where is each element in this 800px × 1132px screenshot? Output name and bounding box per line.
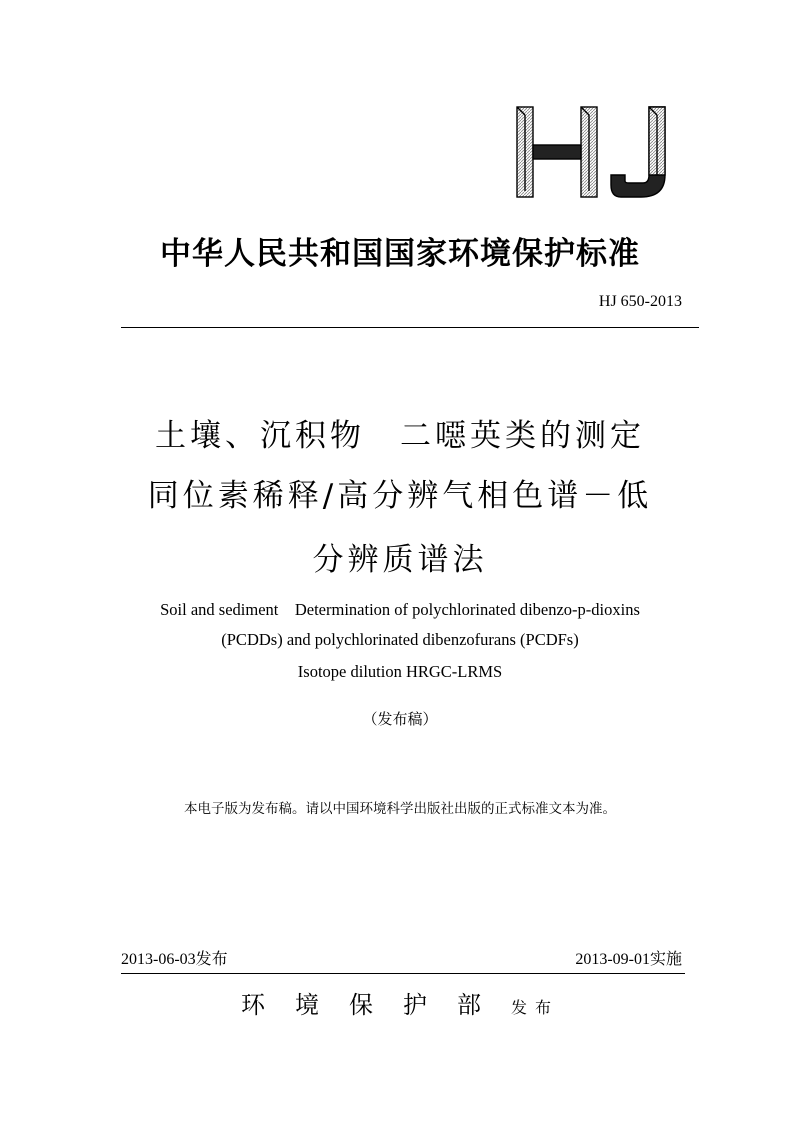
publisher-line xyxy=(0,985,800,1020)
english-title-line-2: (PCDDs) and polychlorinated dibenzofurans (PCDFs) xyxy=(221,630,579,649)
release-status: （发布稿） xyxy=(362,710,438,728)
english-title-line-1: Soil and sediment Determination of polychlorinated dibenzo-p-dioxins xyxy=(160,600,640,619)
edition-notice: 本电子版为发布稿。请以中国环境科学出版社出版的正式标准文本为准。 xyxy=(184,801,616,817)
chinese-title-line-1: 土壤、沉积物 二噁英类的测定 xyxy=(155,418,645,454)
release-date: 2013-06-03发布 xyxy=(121,951,228,968)
chinese-title-line-2: 同位素稀释/高分辨气相色谱－低 xyxy=(147,478,653,514)
publisher-name: 环境保护部 xyxy=(240,991,511,1019)
footer-divider xyxy=(121,973,685,974)
header-divider xyxy=(121,327,699,328)
chinese-title-line-3: 分辨质谱法 xyxy=(312,542,488,578)
effective-date: 2013-09-01实施 xyxy=(575,951,682,968)
publisher-suffix: 发布 xyxy=(510,998,559,1017)
standard-number: HJ 650-2013 xyxy=(598,293,682,310)
agency-title: 中华人民共和国国家环境保护标准 xyxy=(160,236,640,272)
hj-logo xyxy=(515,105,675,200)
english-title-line-3: Isotope dilution HRGC-LRMS xyxy=(297,662,503,681)
